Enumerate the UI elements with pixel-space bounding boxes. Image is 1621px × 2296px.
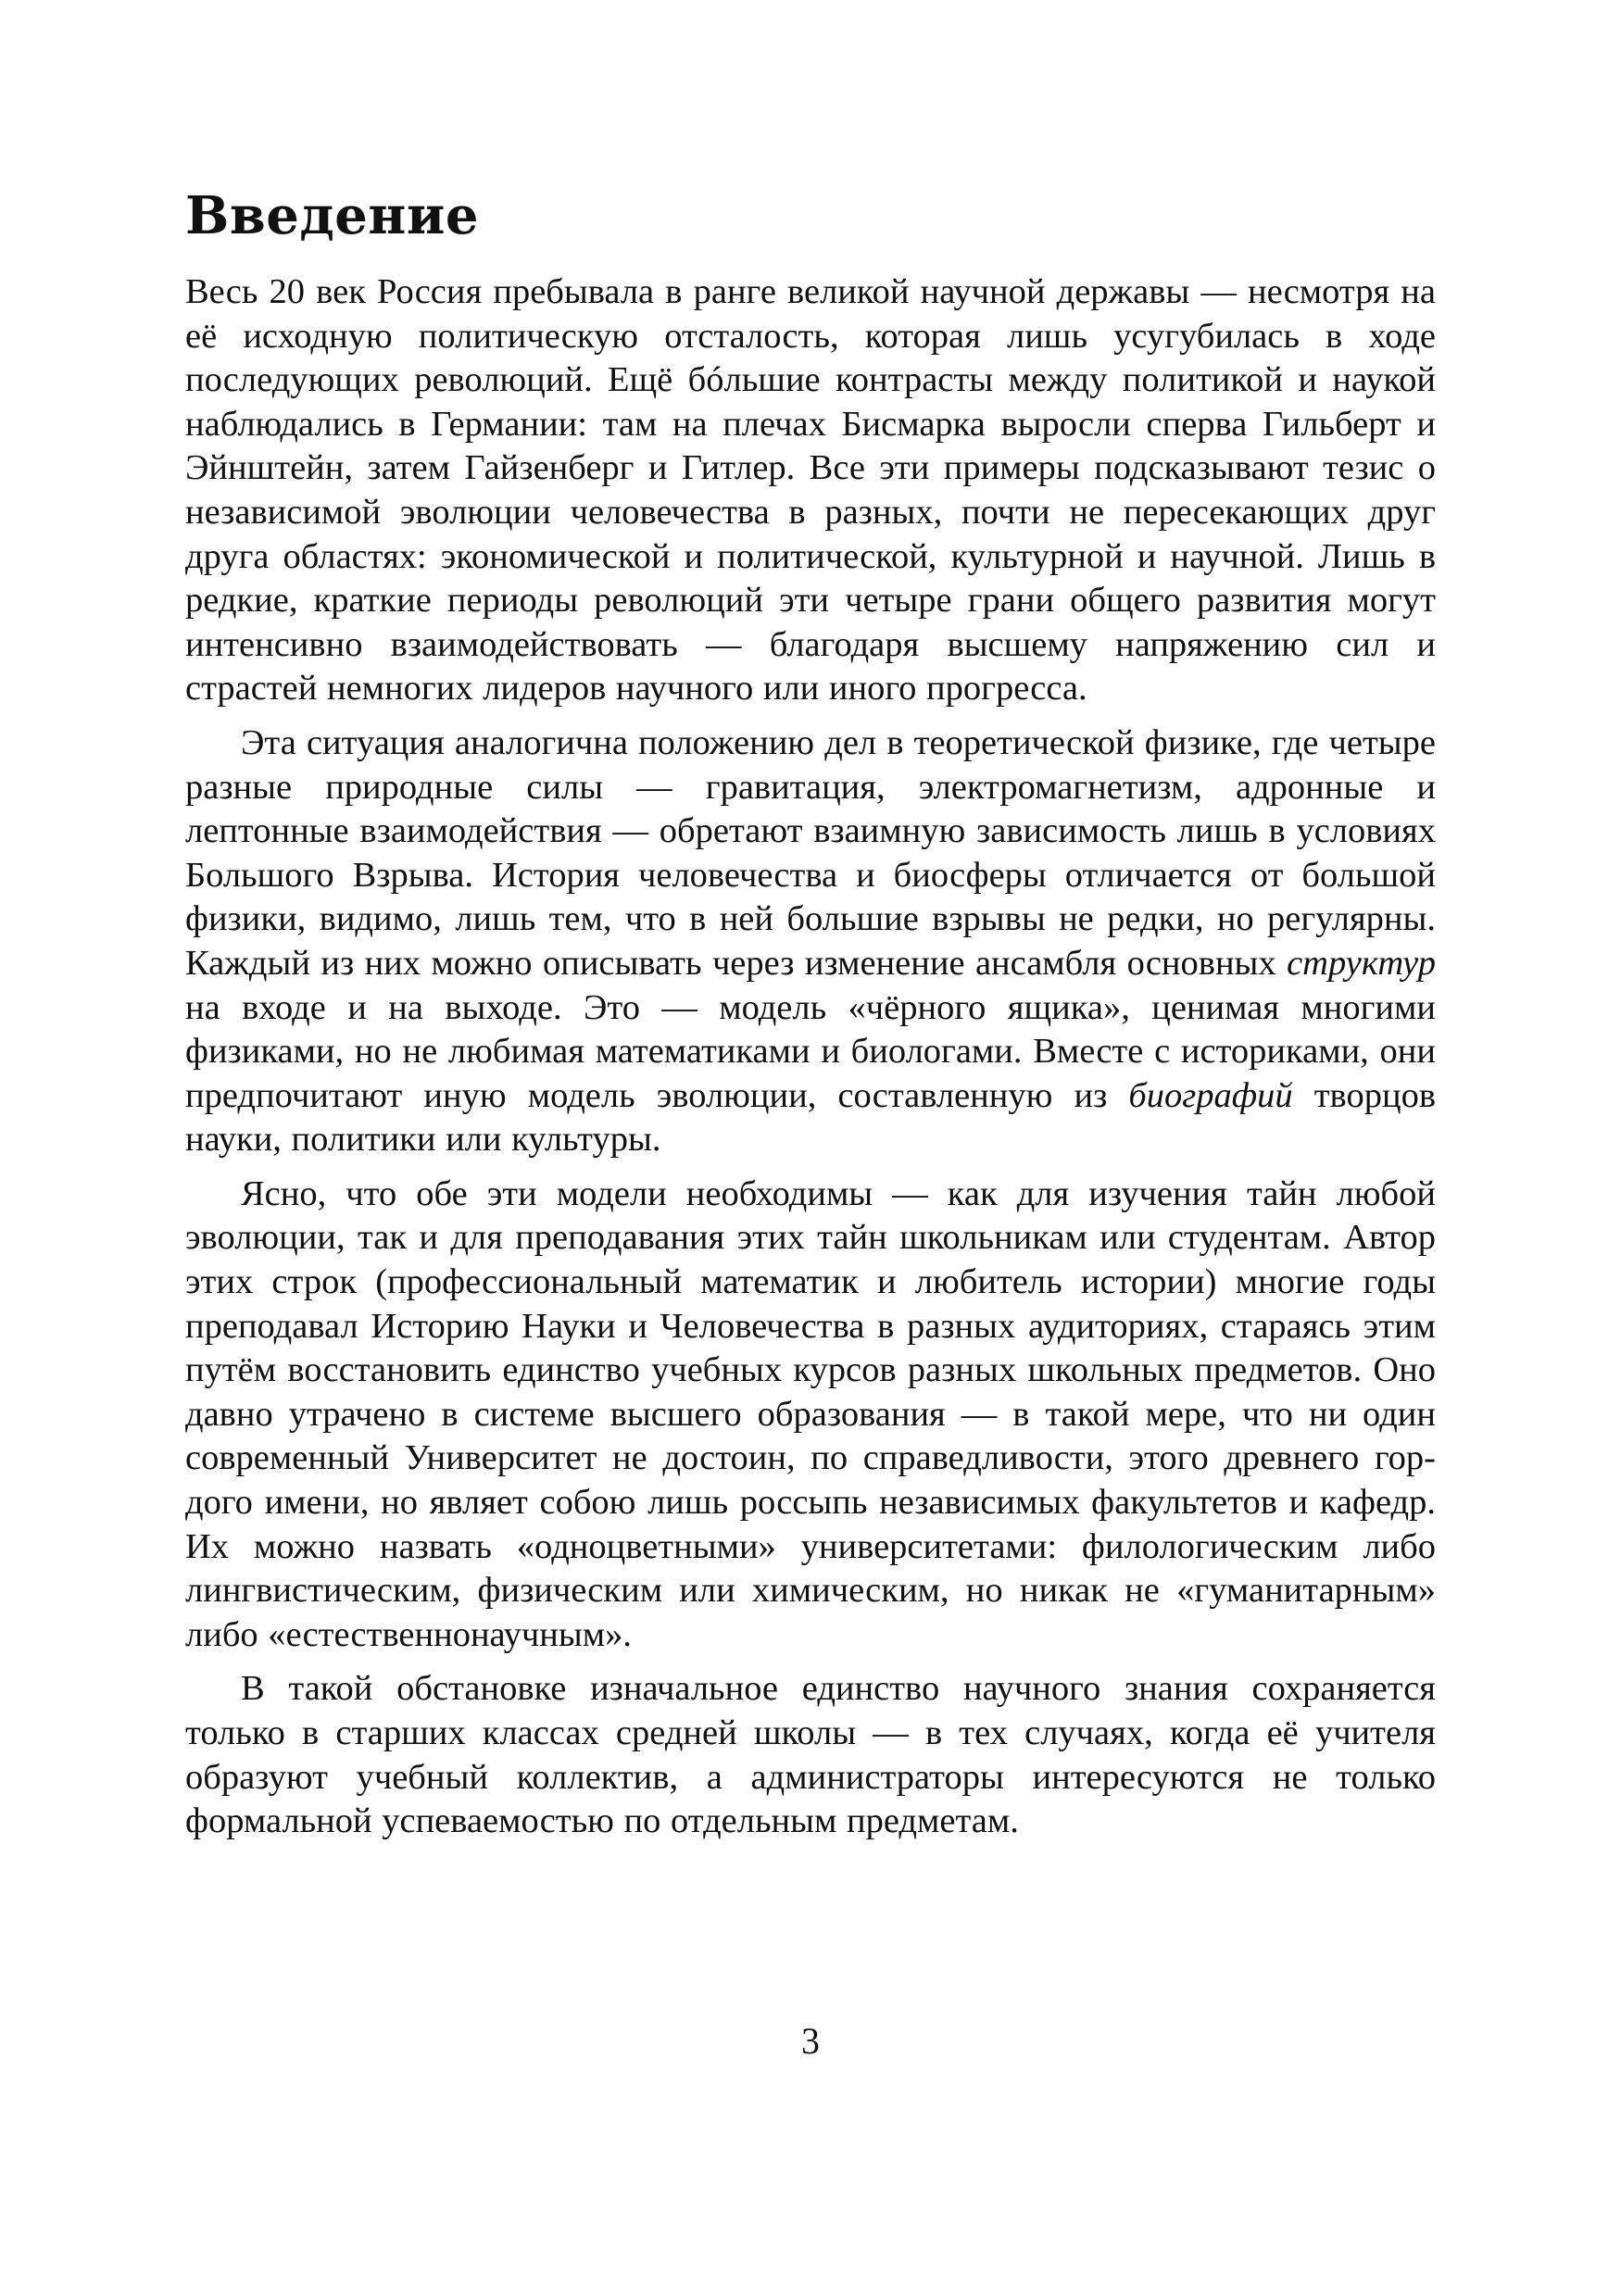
paragraph-2	[185, 721, 1436, 1162]
paragraph-2-text-c: творцов науки, политики или культуры.	[185, 1075, 1436, 1160]
paragraph-2-italic-structures: структур	[1287, 943, 1436, 983]
paragraph-2-text-a: Эта ситуация аналогична положению дел в теоретической физике, где четыре разные природные силы — гравитация, электромагнетизм, адронные и лептонные взаимодействия — обретают взаимную зависимость лишь в условиях Большого Взрыва. История человечества и биосферы отличается от большой физики, видимо, лишь тем, что в ней большие взрывы не редки, но регулярны. Каждый из них можно описывать через изменение ансамбля основных	[185, 722, 1436, 983]
paragraph-4	[185, 1667, 1436, 1843]
paragraph-4-text: В такой обстановке изначальное единство научного знания сохраняется только в старших классах средней школы — в тех случаях, когда её учителя образуют учебный коллектив, а администраторы интересуются не только формальной успеваемостью по отдельным предметам.	[185, 1669, 1436, 1841]
body-text	[185, 270, 1436, 1854]
paragraph-3	[185, 1173, 1436, 1658]
page-number: 3	[801, 2020, 820, 2062]
chapter-heading: Введение	[185, 185, 479, 246]
paragraph-2-italic-biographies: биографий	[1128, 1075, 1293, 1115]
paragraph-1	[185, 270, 1436, 711]
paragraph-3-text: Ясно, что обе эти модели необходимы — как для изучения тайн любой эволюции, так и для преподавания этих тайн школьникам или студентам. Автор этих строк (профессиональный математик и любитель истории) многие годы преподавал Историю Науки и Человечества в разных аудиториях, стараясь этим путём восстановить единство учебных курсов разных школьных предметов. Оно давно утрачено в системе высшего образования — в такой мере, что ни один современный Университет не достоин, по справедливости, этого древнего гордого имени, но являет собою лишь россыпь независимых факультетов и кафедр. Их можно назвать «одноцветными» университетами: филологическим либо лингвистическим, физическим или химическим, но никак не «гуманитарным» либо «естественнонаучным».	[185, 1173, 1436, 1654]
paragraph-2-text-b: на входе и на выходе. Это — модель «чёрного ящика», ценимая многими физиками, но не любимая математиками и биологами. Вместе с историками, они предпочитают иную модель эволюции, составленную из	[185, 987, 1436, 1115]
paragraph-1-text: Весь 20 век Россия пребывала в ранге великой научной державы — несмотря на её исходную политическую отсталость, которая лишь усугубилась в ходе последующих революций. Ещё бóльшие контрасты между политикой и наукой наблюдались в Германии: там на плечах Бисмарка выросли сперва Гильберт и Эйнштейн, затем Гайзенберг и Гитлер. Все эти примеры подсказывают тезис о независимой эволюции человечества в разных, почти не пересекающих друг друга областях: экономической и политической, культурной и научной. Лишь в редкие, краткие периоды революций эти четыре грани общего развития могут интенсивно взаимодействовать — благодаря высшему напряжению сил и страстей немногих лидеров научного или иного прогресса.	[185, 272, 1436, 709]
